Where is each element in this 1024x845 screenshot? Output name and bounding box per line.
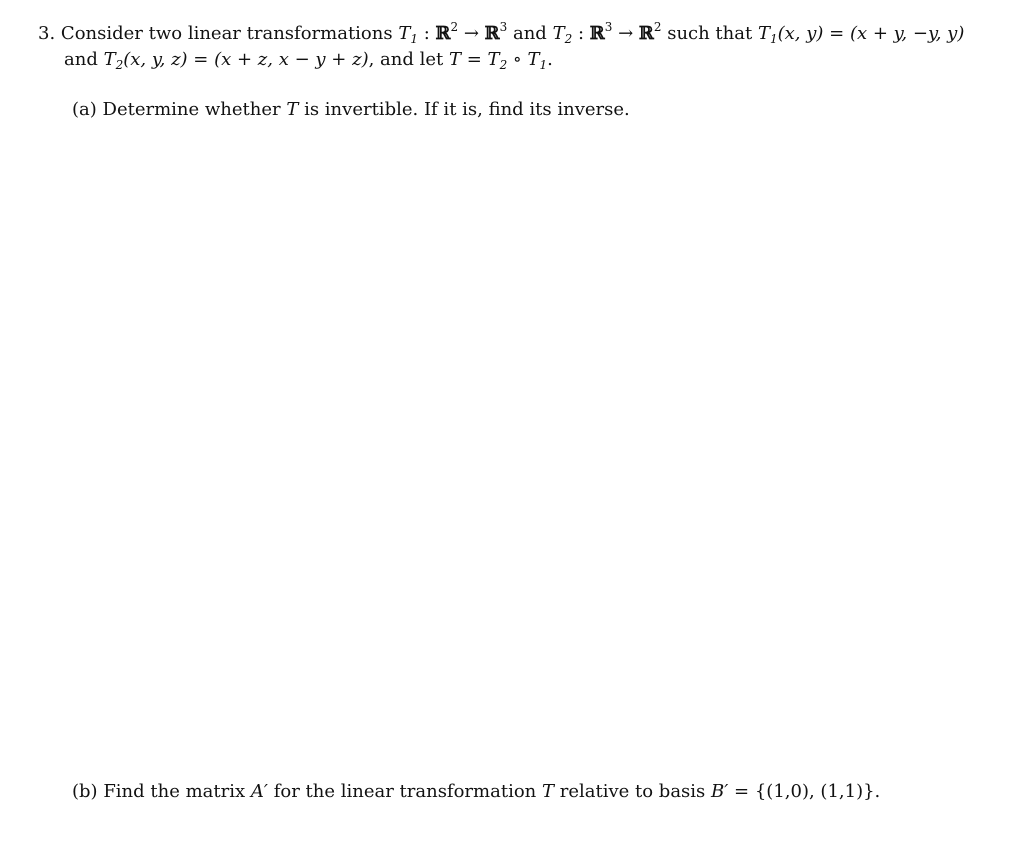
answer-space-a[interactable] bbox=[70, 130, 970, 770]
intro-text: Consider two linear transformations bbox=[60, 23, 393, 44]
part-b-label: (b) bbox=[72, 781, 98, 802]
t1-definition: $T_1(x$, y) = (x + y, −y, y) bbox=[757, 23, 965, 46]
part-a bbox=[72, 98, 630, 122]
problem-number: 3. bbox=[38, 23, 56, 44]
t2-definition: $T_2(x$, y, z) = (x + z, x − y + z) bbox=[103, 49, 369, 72]
part-a-label: (a) bbox=[72, 99, 97, 120]
problem-statement-line-2: and $T_2(x$, y, z) = (x + z, x − y + z), and let $T = T_2$ ∘ $T_1$. bbox=[64, 49, 553, 72]
part-b-text: Find the matrix A′ for the linear transformation T relative to basis B′ = {(1,0), (1,1)}. bbox=[103, 781, 881, 802]
part-b bbox=[72, 780, 880, 804]
t1-symbol: $T_1$ bbox=[398, 23, 418, 46]
composition: $T = T_2$ ∘ $T_1$ bbox=[449, 49, 548, 72]
t2-symbol: $T_2$ bbox=[552, 23, 573, 46]
part-a-text: Determine whether T is invertible. If it is, find its inverse. bbox=[102, 99, 630, 120]
problem-statement-line-1: 3. Consider two linear transformations $T_1$ : ℝ$^2$ → ℝ$^3$ and $T_2$ : ℝ$^3$ → ℝ$^2$ such that $T_1(x$, y) = (x + y, −y, y) bbox=[38, 20, 965, 46]
